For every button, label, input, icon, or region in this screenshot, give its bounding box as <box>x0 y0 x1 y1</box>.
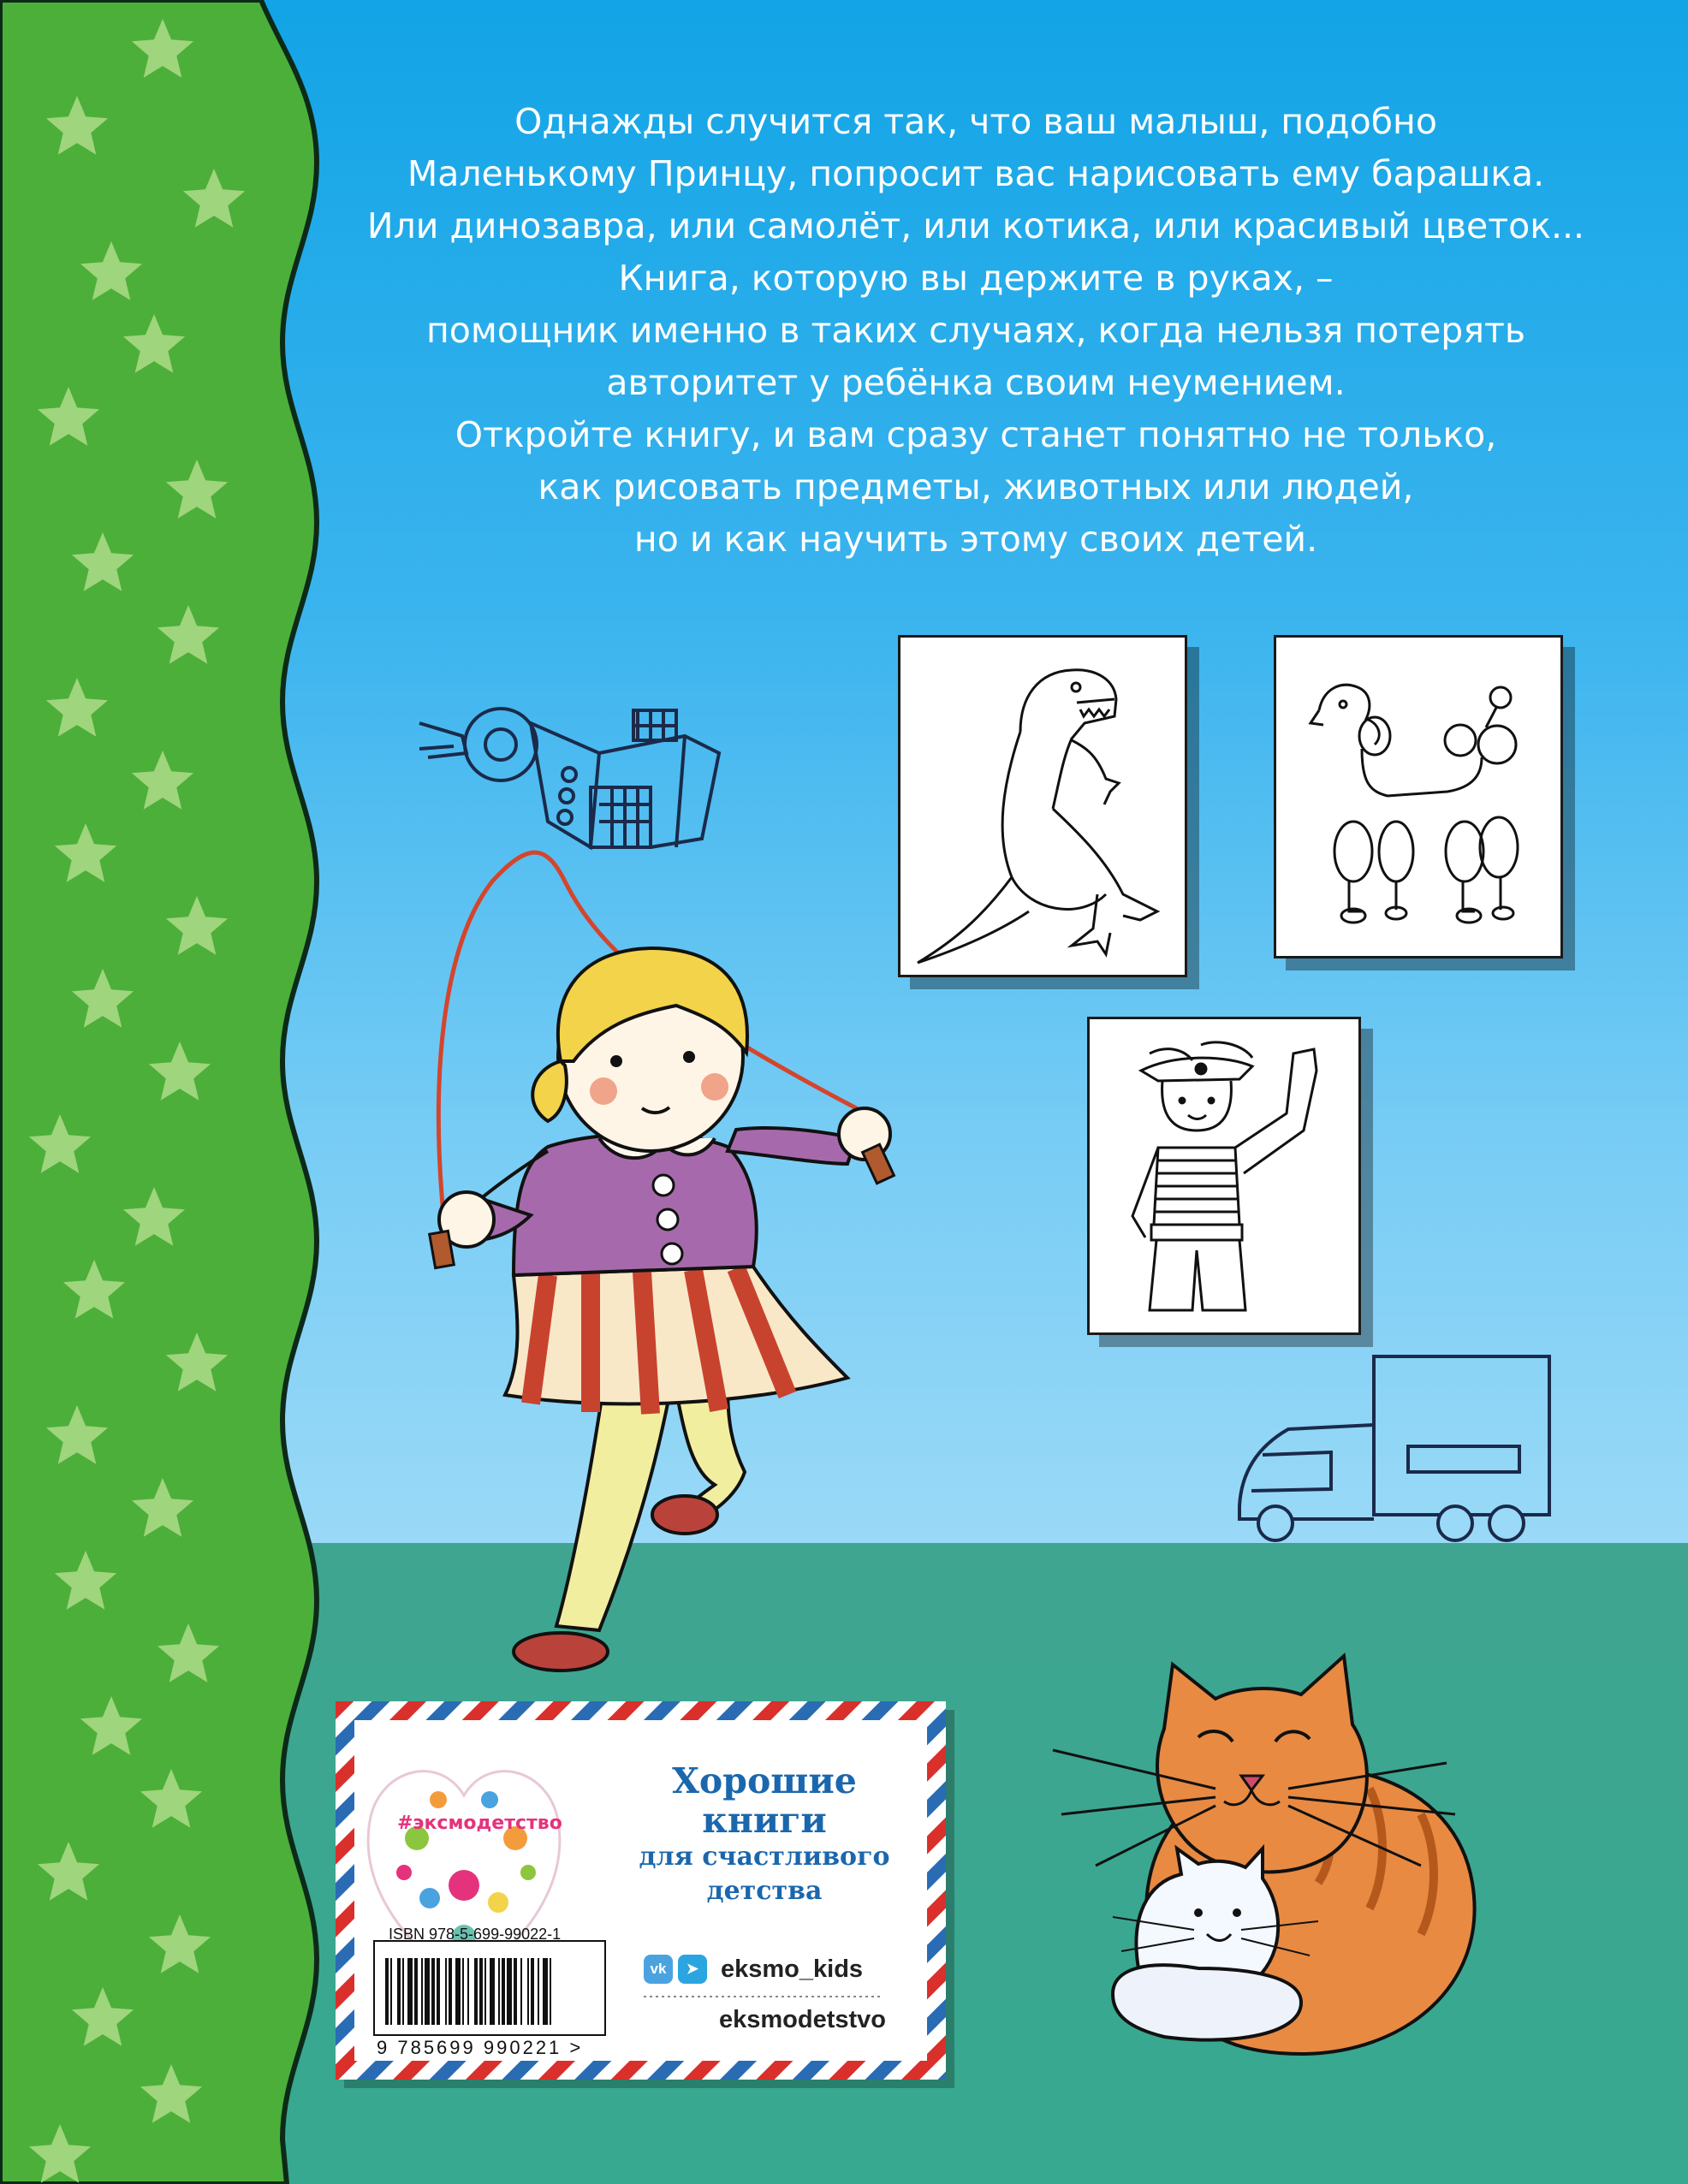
blurb-line: Или динозавра, или самолёт, или котика, или красивый цветок... <box>366 205 1585 246</box>
publisher-slogan <box>606 1761 923 1908</box>
blurb-line: Однажды случится так, что ваш малыш, подобно <box>514 101 1437 142</box>
barcode-digits: 9 785699 990221 > <box>377 2037 584 2058</box>
site-name[interactable]: eksmodetstvo <box>719 2006 887 2033</box>
blurb-line: Откройте книгу, и вам сразу станет понятно не только, <box>455 414 1497 455</box>
blurb-line: авторитет у ребёнка своим неумением. <box>606 362 1346 403</box>
vk-icon[interactable]: vk <box>644 1955 673 1984</box>
social-handle[interactable]: eksmo_kids <box>721 1955 864 1983</box>
hashtag-label: #эксмодетство <box>397 1813 562 1834</box>
blurb-line: Книга, которую вы держите в руках, – <box>618 258 1334 299</box>
slogan-line: Хорошие <box>672 1760 857 1801</box>
isbn-label: ISBN 978-5-699-99022-1 <box>389 1926 562 1943</box>
blurb-line: как рисовать предметы, животных или людей, <box>538 466 1414 507</box>
blurb-line: Маленькому Принцу, попросит вас нарисовать ему барашка. <box>407 153 1545 194</box>
social-links <box>644 1955 863 1984</box>
blurb-line: но и как научить этому своих детей. <box>633 519 1318 560</box>
slogan-line: для счастливого <box>639 1842 890 1872</box>
slogan-line: детства <box>706 1876 823 1906</box>
slogan-line: книги <box>702 1800 827 1841</box>
publisher-sticker <box>336 1701 946 2080</box>
blurb-line: помощник именно в таких случаях, когда нельзя потерять <box>425 310 1526 351</box>
telegram-icon[interactable]: ➤ <box>678 1955 707 1984</box>
